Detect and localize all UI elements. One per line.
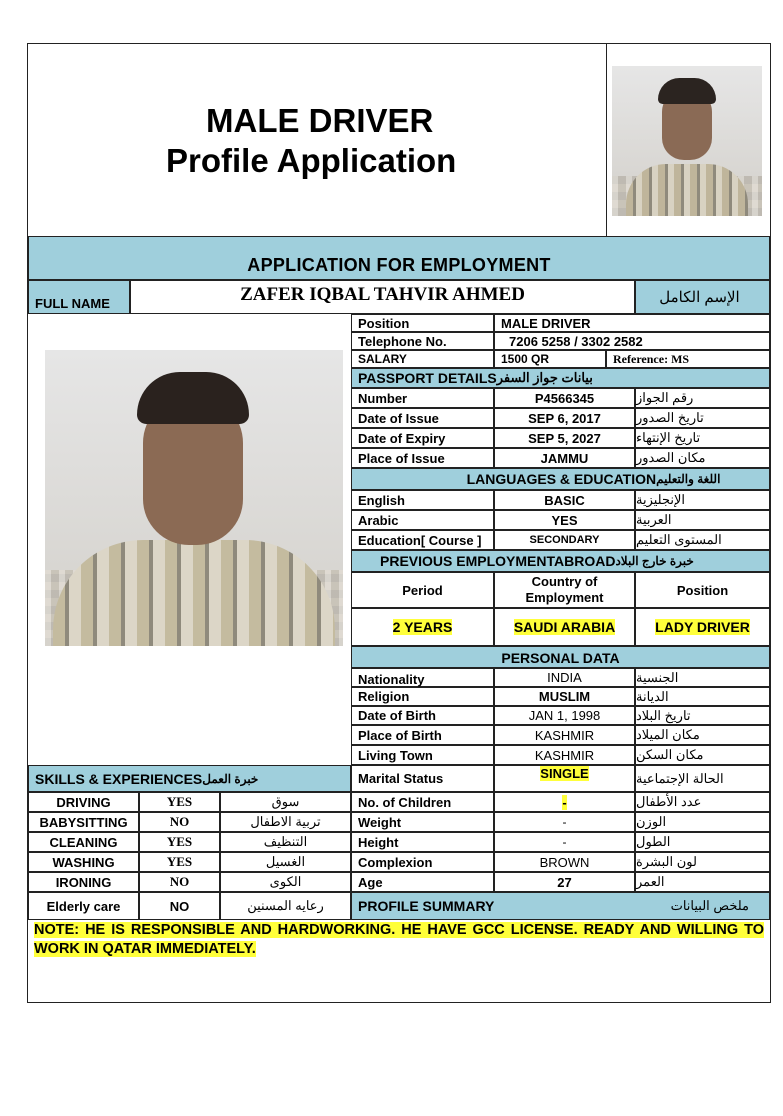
skill-cleaning-label: CLEANING [28, 832, 139, 852]
skill-elderly-care-label: Elderly care [28, 892, 139, 920]
title-line-1: MALE DRIVER [206, 102, 434, 139]
salary-label: SALARY [351, 350, 494, 368]
shirt-shape-large [53, 540, 335, 646]
issue-place-label: Place of Issue [351, 448, 494, 468]
period-value: 2 YEARS [392, 619, 453, 635]
children-label-ar: عدد الأطفال [635, 792, 770, 812]
skill-washing-value: YES [139, 852, 220, 872]
birth-date-label-ar: تاريخ البلاد [635, 706, 770, 725]
skill-babysitting-value: NO [139, 812, 220, 832]
position-header: Position [635, 572, 770, 608]
title-line-2: Profile Application [166, 142, 457, 179]
nationality-label-ar: الجنسية [635, 668, 770, 687]
skill-babysitting-label-ar: تربية الاطفال [220, 812, 351, 832]
passport-number-label: Number [351, 388, 494, 408]
complexion-label: Complexion [351, 852, 494, 872]
issue-date-value: SEP 6, 2017 [494, 408, 635, 428]
birth-place-value: KASHMIR [494, 725, 635, 745]
education-value: SECONDARY [494, 530, 635, 550]
birth-date-value: JAN 1, 1998 [494, 706, 635, 725]
birth-date-label: Date of Birth [351, 706, 494, 725]
previous-position-cell [635, 608, 770, 646]
issue-place-label-ar: مكان الصدور [635, 448, 770, 468]
title-block [28, 44, 606, 236]
issue-date-label: Date of Issue [351, 408, 494, 428]
age-label: Age [351, 872, 494, 892]
complexion-label-ar: لون البشرة [635, 852, 770, 872]
applicant-photo-small [612, 66, 762, 216]
previous-employment-header: PREVIOUS EMPLOYMENTABROAD خبرة خارج البلاد [351, 550, 770, 572]
telephone-label: Telephone No. [351, 332, 494, 350]
expiry-date-label-ar: تاريخ الإنتهاء [635, 428, 770, 448]
country-cell [494, 608, 635, 646]
children-cell [494, 792, 635, 812]
marital-status-label: Marital Status [351, 765, 494, 792]
languages-section-header: LANGUAGES & EDUCATION اللغة والتعليم [351, 468, 770, 490]
skill-cleaning-value: YES [139, 832, 220, 852]
skill-driving-label-ar: سوق [220, 792, 351, 812]
children-value: - [562, 794, 567, 810]
living-town-label-ar: مكان السكن [635, 745, 770, 765]
hair-shape [658, 78, 716, 104]
weight-value: - [494, 812, 635, 832]
height-value: - [494, 832, 635, 852]
photo-divider [606, 44, 607, 236]
education-label: Education[ Course ] [351, 530, 494, 550]
passport-number-value: P4566345 [494, 388, 635, 408]
age-label-ar: العمر [635, 872, 770, 892]
telephone-value: 7206 5258 / 3302 2582 [494, 332, 770, 350]
age-value: 27 [494, 872, 635, 892]
shirt-shape [626, 164, 748, 216]
skill-ironing-value: NO [139, 872, 220, 892]
skill-ironing-label: IRONING [28, 872, 139, 892]
nationality-label: Nationality [351, 668, 494, 687]
height-label-ar: الطول [635, 832, 770, 852]
employment-banner: APPLICATION FOR EMPLOYMENT [28, 236, 770, 280]
skill-ironing-label-ar: الكوى [220, 872, 351, 892]
skill-elderly-care-value: NO [139, 892, 220, 920]
marital-status-label-ar: الحالة الإجتماعية [635, 765, 770, 792]
height-label: Height [351, 832, 494, 852]
profile-summary-title-ar: ملخص البيانات [670, 898, 749, 913]
complexion-value: BROWN [494, 852, 635, 872]
reference-value: Reference: MS [606, 350, 770, 368]
country-header: Country of Employment [494, 572, 635, 608]
passport-number-label-ar: رقم الجواز [635, 388, 770, 408]
skill-washing-label-ar: الغسيل [220, 852, 351, 872]
salary-value: 1500 QR [494, 350, 606, 368]
religion-label-ar: الديانة [635, 687, 770, 706]
birth-place-label: Place of Birth [351, 725, 494, 745]
full-name-label: FULL NAME [28, 280, 130, 314]
passport-section-header: PASSPORT DETAILS بيانات جواز السفر [351, 368, 770, 388]
english-label: English [351, 490, 494, 510]
children-label: No. of Children [351, 792, 494, 812]
position-value: MALE DRIVER [494, 314, 770, 332]
skill-driving-value: YES [139, 792, 220, 812]
summary-note: NOTE: HE IS RESPONSIBLE AND HARDWORKING. HE HAVE GCC LICENSE. READY AND WILLING TO WORK IN QATAR IMMEDIATELY. [34, 922, 764, 957]
living-town-label: Living Town [351, 745, 494, 765]
country-value: SAUDI ARABIA [513, 619, 616, 635]
arabic-label-ar: العربية [635, 510, 770, 530]
skill-elderly-care-label-ar: رعايه المسنين [220, 892, 351, 920]
skill-babysitting-label: BABYSITTING [28, 812, 139, 832]
skill-washing-label: WASHING [28, 852, 139, 872]
issue-date-label-ar: تاريخ الصدور [635, 408, 770, 428]
religion-value: MUSLIM [494, 687, 635, 706]
expiry-date-label: Date of Expiry [351, 428, 494, 448]
summary-note-block [34, 921, 764, 959]
profile-summary-title: PROFILE SUMMARY [358, 898, 495, 914]
expiry-date-value: SEP 5, 2027 [494, 428, 635, 448]
skill-cleaning-label-ar: التنظيف [220, 832, 351, 852]
weight-label: Weight [351, 812, 494, 832]
skill-driving-label: DRIVING [28, 792, 139, 812]
marital-status-cell [494, 765, 635, 792]
english-label-ar: الإنجليزية [635, 490, 770, 510]
full-name-value: ZAFER IQBAL TAHVIR AHMED [130, 280, 635, 314]
period-cell [351, 608, 494, 646]
religion-label: Religion [351, 687, 494, 706]
issue-place-value: JAMMU [494, 448, 635, 468]
english-value: BASIC [494, 490, 635, 510]
period-header: Period [351, 572, 494, 608]
full-name-label-ar: الإسم الكامل [635, 280, 770, 314]
arabic-value: YES [494, 510, 635, 530]
birth-place-label-ar: مكان الميلاد [635, 725, 770, 745]
profile-summary-header [351, 892, 770, 920]
position-label: Position [351, 314, 494, 332]
applicant-photo-large [45, 350, 343, 646]
marital-status-value: SINGLE [540, 766, 589, 781]
skills-section-header: SKILLS & EXPERIENCES خبرة العمل [28, 765, 351, 792]
previous-position-value: LADY DRIVER [655, 619, 750, 635]
education-label-ar: المستوى التعليم [635, 530, 770, 550]
nationality-value: INDIA [494, 668, 635, 687]
arabic-label: Arabic [351, 510, 494, 530]
living-town-value: KASHMIR [494, 745, 635, 765]
personal-data-header: PERSONAL DATA [351, 646, 770, 668]
weight-label-ar: الوزن [635, 812, 770, 832]
